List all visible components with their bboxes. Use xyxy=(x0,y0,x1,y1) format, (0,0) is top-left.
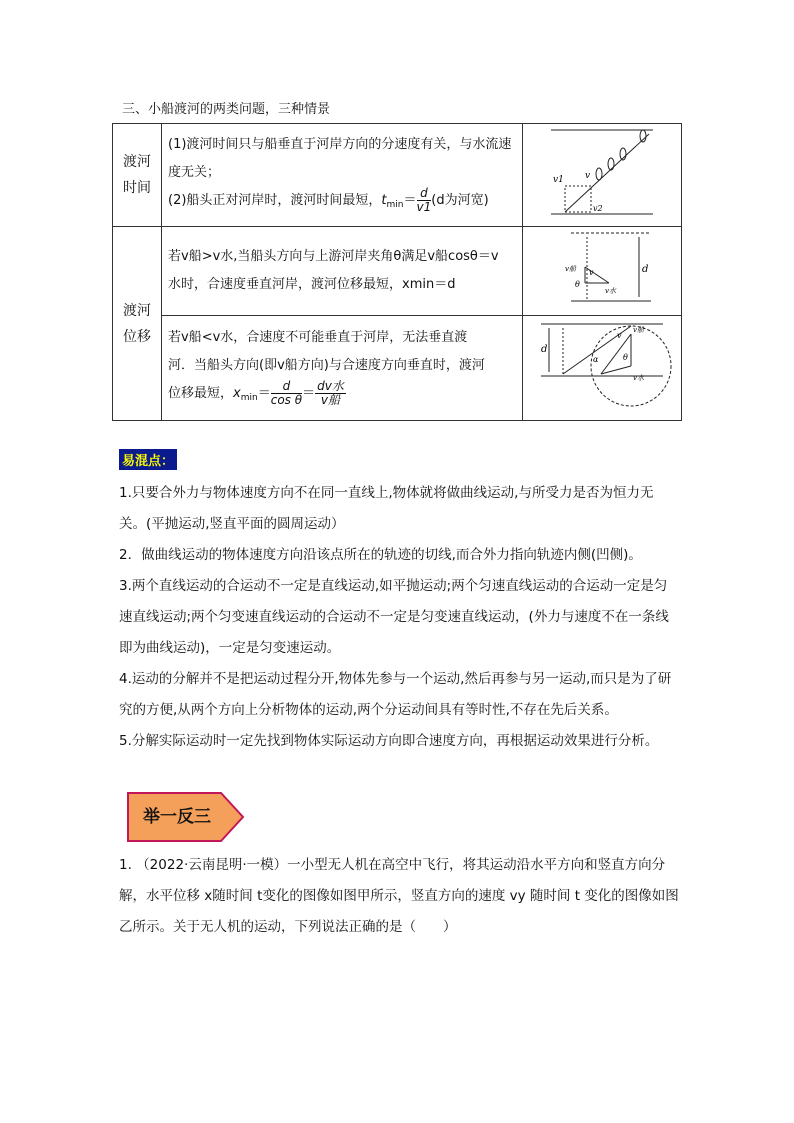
svg-text:v船: v船 xyxy=(565,265,576,273)
table-row xyxy=(113,316,682,421)
confusing-points-tag: 易混点： xyxy=(119,449,177,470)
figure-displacement-case1 xyxy=(523,227,682,316)
point-4: 4.运动的分解并不是把运动过程分开,物体先参与一个运动,然后再参与另一运动,而只是为了研究的方便,从两个方向上分析物体的运动,两个分运动间具有等时性,不存在先后关系。 xyxy=(119,671,672,718)
svg-text:θ: θ xyxy=(575,280,580,289)
practice-badge xyxy=(127,792,245,842)
question-1: 1. （2022·云南昆明·一模）一小型无人机在高空中飞行，将其运动沿水平方向和竖直方向分解，水平位移 x随时间 t变化的图像如图甲所示，竖直方向的速度 vy 随时间 t 变化的图像如图乙所示。关于无人机的运动，下列说法正确的是（ ） xyxy=(119,857,679,935)
svg-text:v: v xyxy=(617,331,622,340)
point-1: 1.只要合外力与物体速度方向不在同一直线上,物体就将做曲线运动,与所受力是否为恒力无关。(平抛运动,竖直平面的圆周运动） xyxy=(119,485,654,532)
category-crossing-time: 渡河 时间 xyxy=(113,124,162,227)
point-3: 3.两个直线运动的合运动不一定是直线运动,如平抛运动;两个匀速直线运动的合运动一定是匀速直线运动;两个匀变速直线运动的合运动不一定是匀变速直线运动，(外力与速度不在一条线即为曲线运动)，一定是匀变速运动。 xyxy=(119,578,669,656)
table-row xyxy=(113,124,682,227)
svg-text:v水: v水 xyxy=(633,374,644,382)
displacement-case1-text: 若v船>v水,当船头方向与上游河岸夹角θ满足v船cosθ＝v 水时，合速度垂直河岸，渡河位移最短，xmin＝d xyxy=(162,227,523,316)
figure-displacement-case2 xyxy=(523,316,682,421)
xmin-fraction-1: $\frac{d}{\text{cos θ}}$ xyxy=(270,379,303,407)
displacement-case2-text: 若v船<v水，合速度不可能垂直于河岸，无法垂直渡 河．当船头方向(即v船方向)与合速度方向垂直时，渡河 位移最短，$x_{min}=$ $\frac{d}{\text{cos θ}}$ ＝ $\frac{\text{dv水}}{\text{v船}}$ xyxy=(162,316,523,421)
boat-circle-diagram xyxy=(523,316,681,416)
svg-text:v: v xyxy=(589,268,594,277)
crossing-time-text xyxy=(162,124,523,227)
svg-text:v: v xyxy=(585,171,591,181)
practice-badge-label: 举一反三 xyxy=(143,807,211,827)
tmin-fraction: $\frac{d}{v1}$ xyxy=(416,186,432,214)
point-2: 2．做曲线运动的物体速度方向沿该点所在的轨迹的切线,而合外力指向轨迹内侧(凹侧)。 xyxy=(119,547,642,563)
table-row xyxy=(113,227,682,316)
crossing-time-line2: (2)船头正对河岸时，渡河时间最短，$t_{min}=$ $\frac{d}{v1}$ (d为河宽) xyxy=(168,186,489,214)
svg-text:θ: θ xyxy=(623,353,628,362)
svg-text:d: d xyxy=(642,264,649,275)
xmin-fraction-2: $\frac{\text{dv水}}{\text{v船}}$ xyxy=(317,379,344,407)
section-heading: 三、小船渡河的两类问题，三种情景 xyxy=(122,102,331,117)
boat-heading-perpendicular-diagram xyxy=(523,124,681,222)
svg-text:v1: v1 xyxy=(553,175,564,185)
svg-text:v2: v2 xyxy=(593,204,603,213)
category-crossing-displacement: 渡河 位移 xyxy=(113,227,162,421)
river-crossing-table xyxy=(112,123,682,421)
svg-text:α: α xyxy=(593,355,599,364)
svg-text:v船: v船 xyxy=(633,326,644,334)
crossing-time-line1: (1)渡河时间只与船垂直于河岸方向的分速度有关，与水流速度无关； xyxy=(168,137,512,180)
svg-text:d: d xyxy=(541,344,548,355)
svg-text:v水: v水 xyxy=(605,287,616,295)
boat-upstream-diagram xyxy=(523,227,681,311)
point-5: 5.分解实际运动时一定先找到物体实际运动方向即合速度方向，再根据运动效果进行分析。 xyxy=(119,733,659,749)
figure-crossing-time xyxy=(523,124,682,227)
